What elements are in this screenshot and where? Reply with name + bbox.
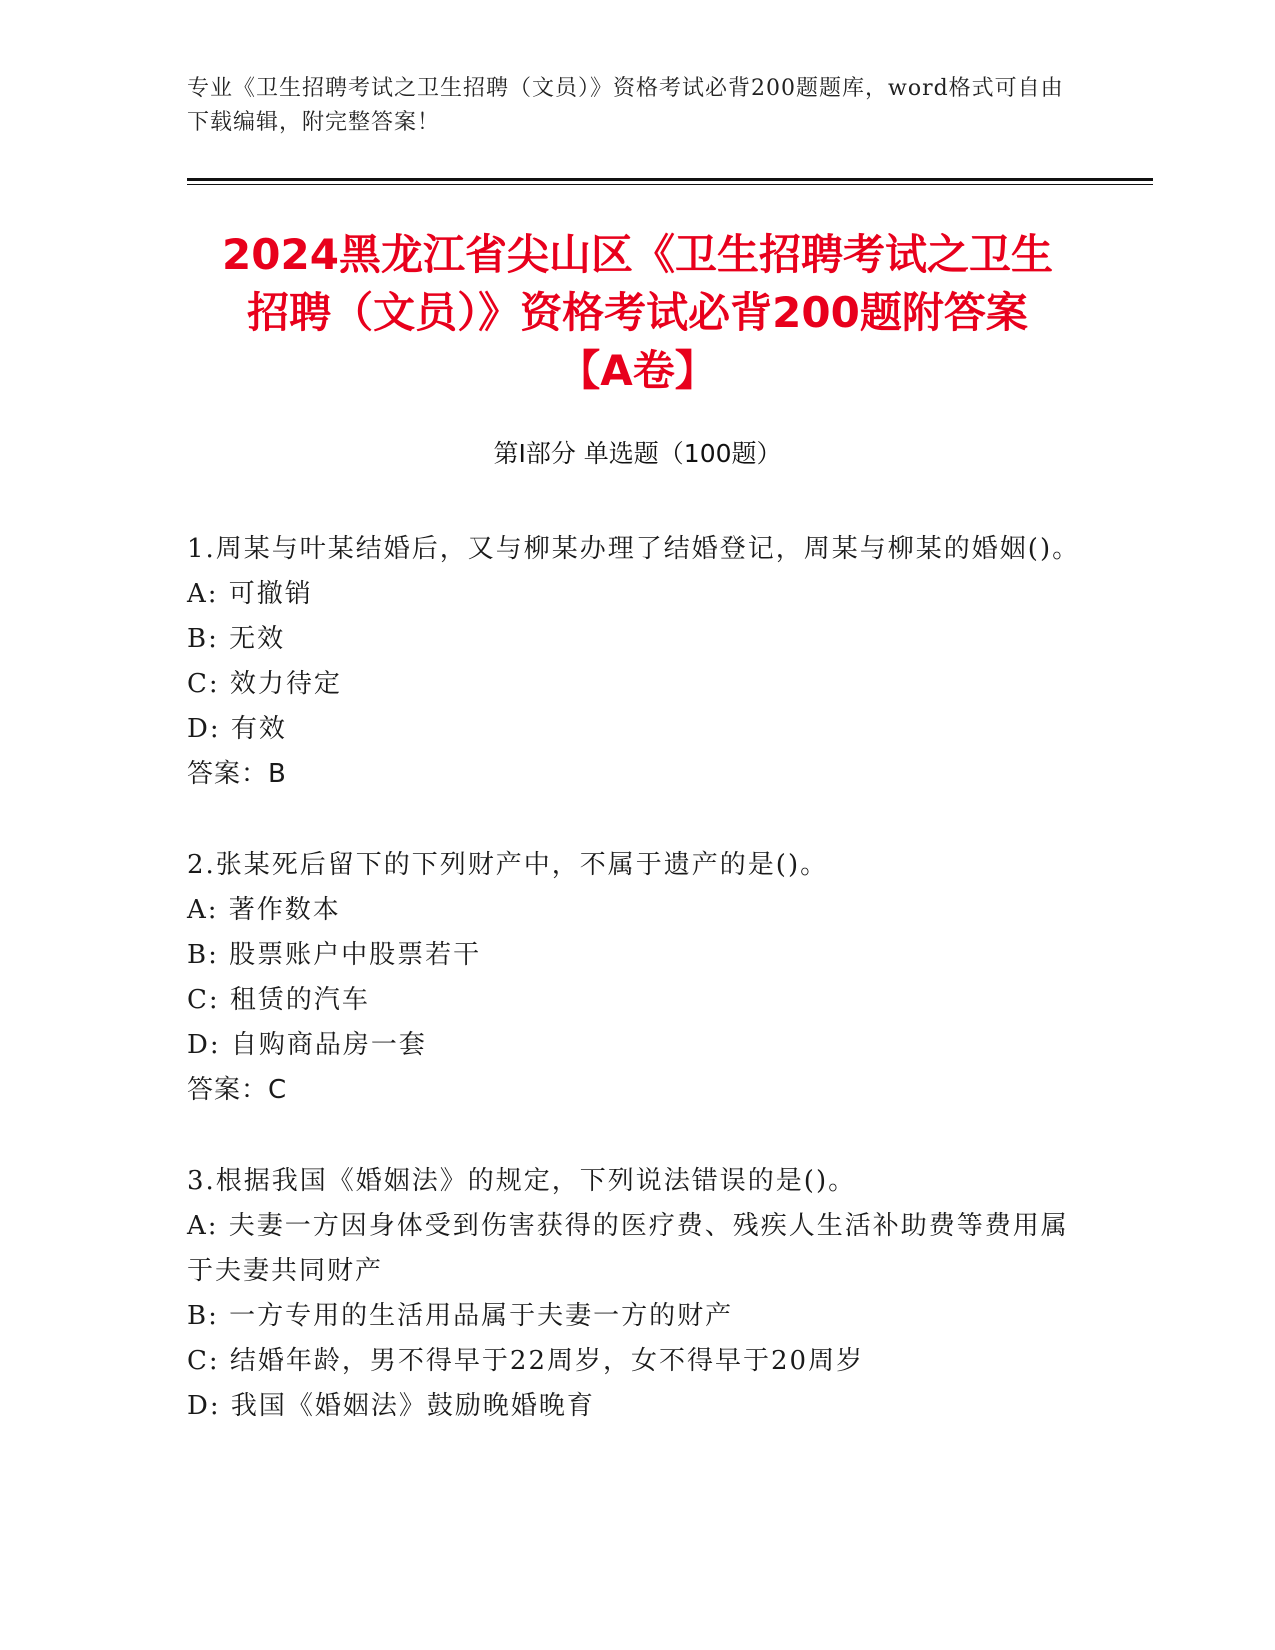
option-b: B: 一方专用的生活用品属于夫妻一方的财产 (187, 1301, 734, 1331)
option-d: D: 我国《婚姻法》鼓励晚婚晚育 (187, 1391, 595, 1421)
title-line-2: 招聘（文员）》资格考试必背200题附答案 (247, 288, 1028, 337)
option-d: D: 有效 (187, 714, 287, 744)
option-a: A: 可撤销 (187, 579, 313, 609)
title-line-3: 【A卷】 (558, 346, 717, 395)
section-title: 第Ⅰ部分 单选题（100题） (493, 439, 782, 468)
option-c: C: 效力待定 (187, 669, 342, 699)
question-text: 2.张某死后留下的下列财产中，不属于遗产的是()。 (187, 850, 829, 880)
option-d: D: 自购商品房一套 (187, 1030, 427, 1060)
option-b: B: 无效 (187, 624, 286, 654)
question-text: 3.根据我国《婚姻法》的规定，下列说法错误的是()。 (187, 1166, 857, 1196)
header-note: 专业《卫生招聘考试之卫生招聘（文员）》资格考试必背200题题库，word格式可自由下载编辑，附完整答案！ (187, 76, 1064, 135)
answer: 答案：C (187, 1075, 288, 1105)
option-c: C: 租赁的汽车 (187, 985, 370, 1015)
option-a: A: 夫妻一方因身体受到伤害获得的医疗费、残疾人生活补助费等费用属于夫妻共同财产 (187, 1211, 1069, 1286)
question-3 (187, 1159, 1087, 1429)
document-title (150, 226, 1125, 400)
answer: 答案：B (187, 759, 287, 789)
title-line-1: 2024黑龙江省尖山区《卫生招聘考试之卫生 (222, 230, 1053, 279)
question-text: 1.周某与叶某结婚后，又与柳某办理了结婚登记，周某与柳某的婚姻()。 (187, 534, 1081, 564)
option-a: A: 著作数本 (187, 895, 341, 925)
header-divider-thin (187, 184, 1153, 185)
question-1 (187, 527, 1087, 797)
option-c: C: 结婚年龄，男不得早于22周岁，女不得早于20周岁 (187, 1346, 865, 1376)
header-divider-thick (187, 178, 1153, 181)
question-list (187, 527, 1087, 1475)
option-b: B: 股票账户中股票若干 (187, 940, 482, 970)
question-2 (187, 843, 1087, 1113)
